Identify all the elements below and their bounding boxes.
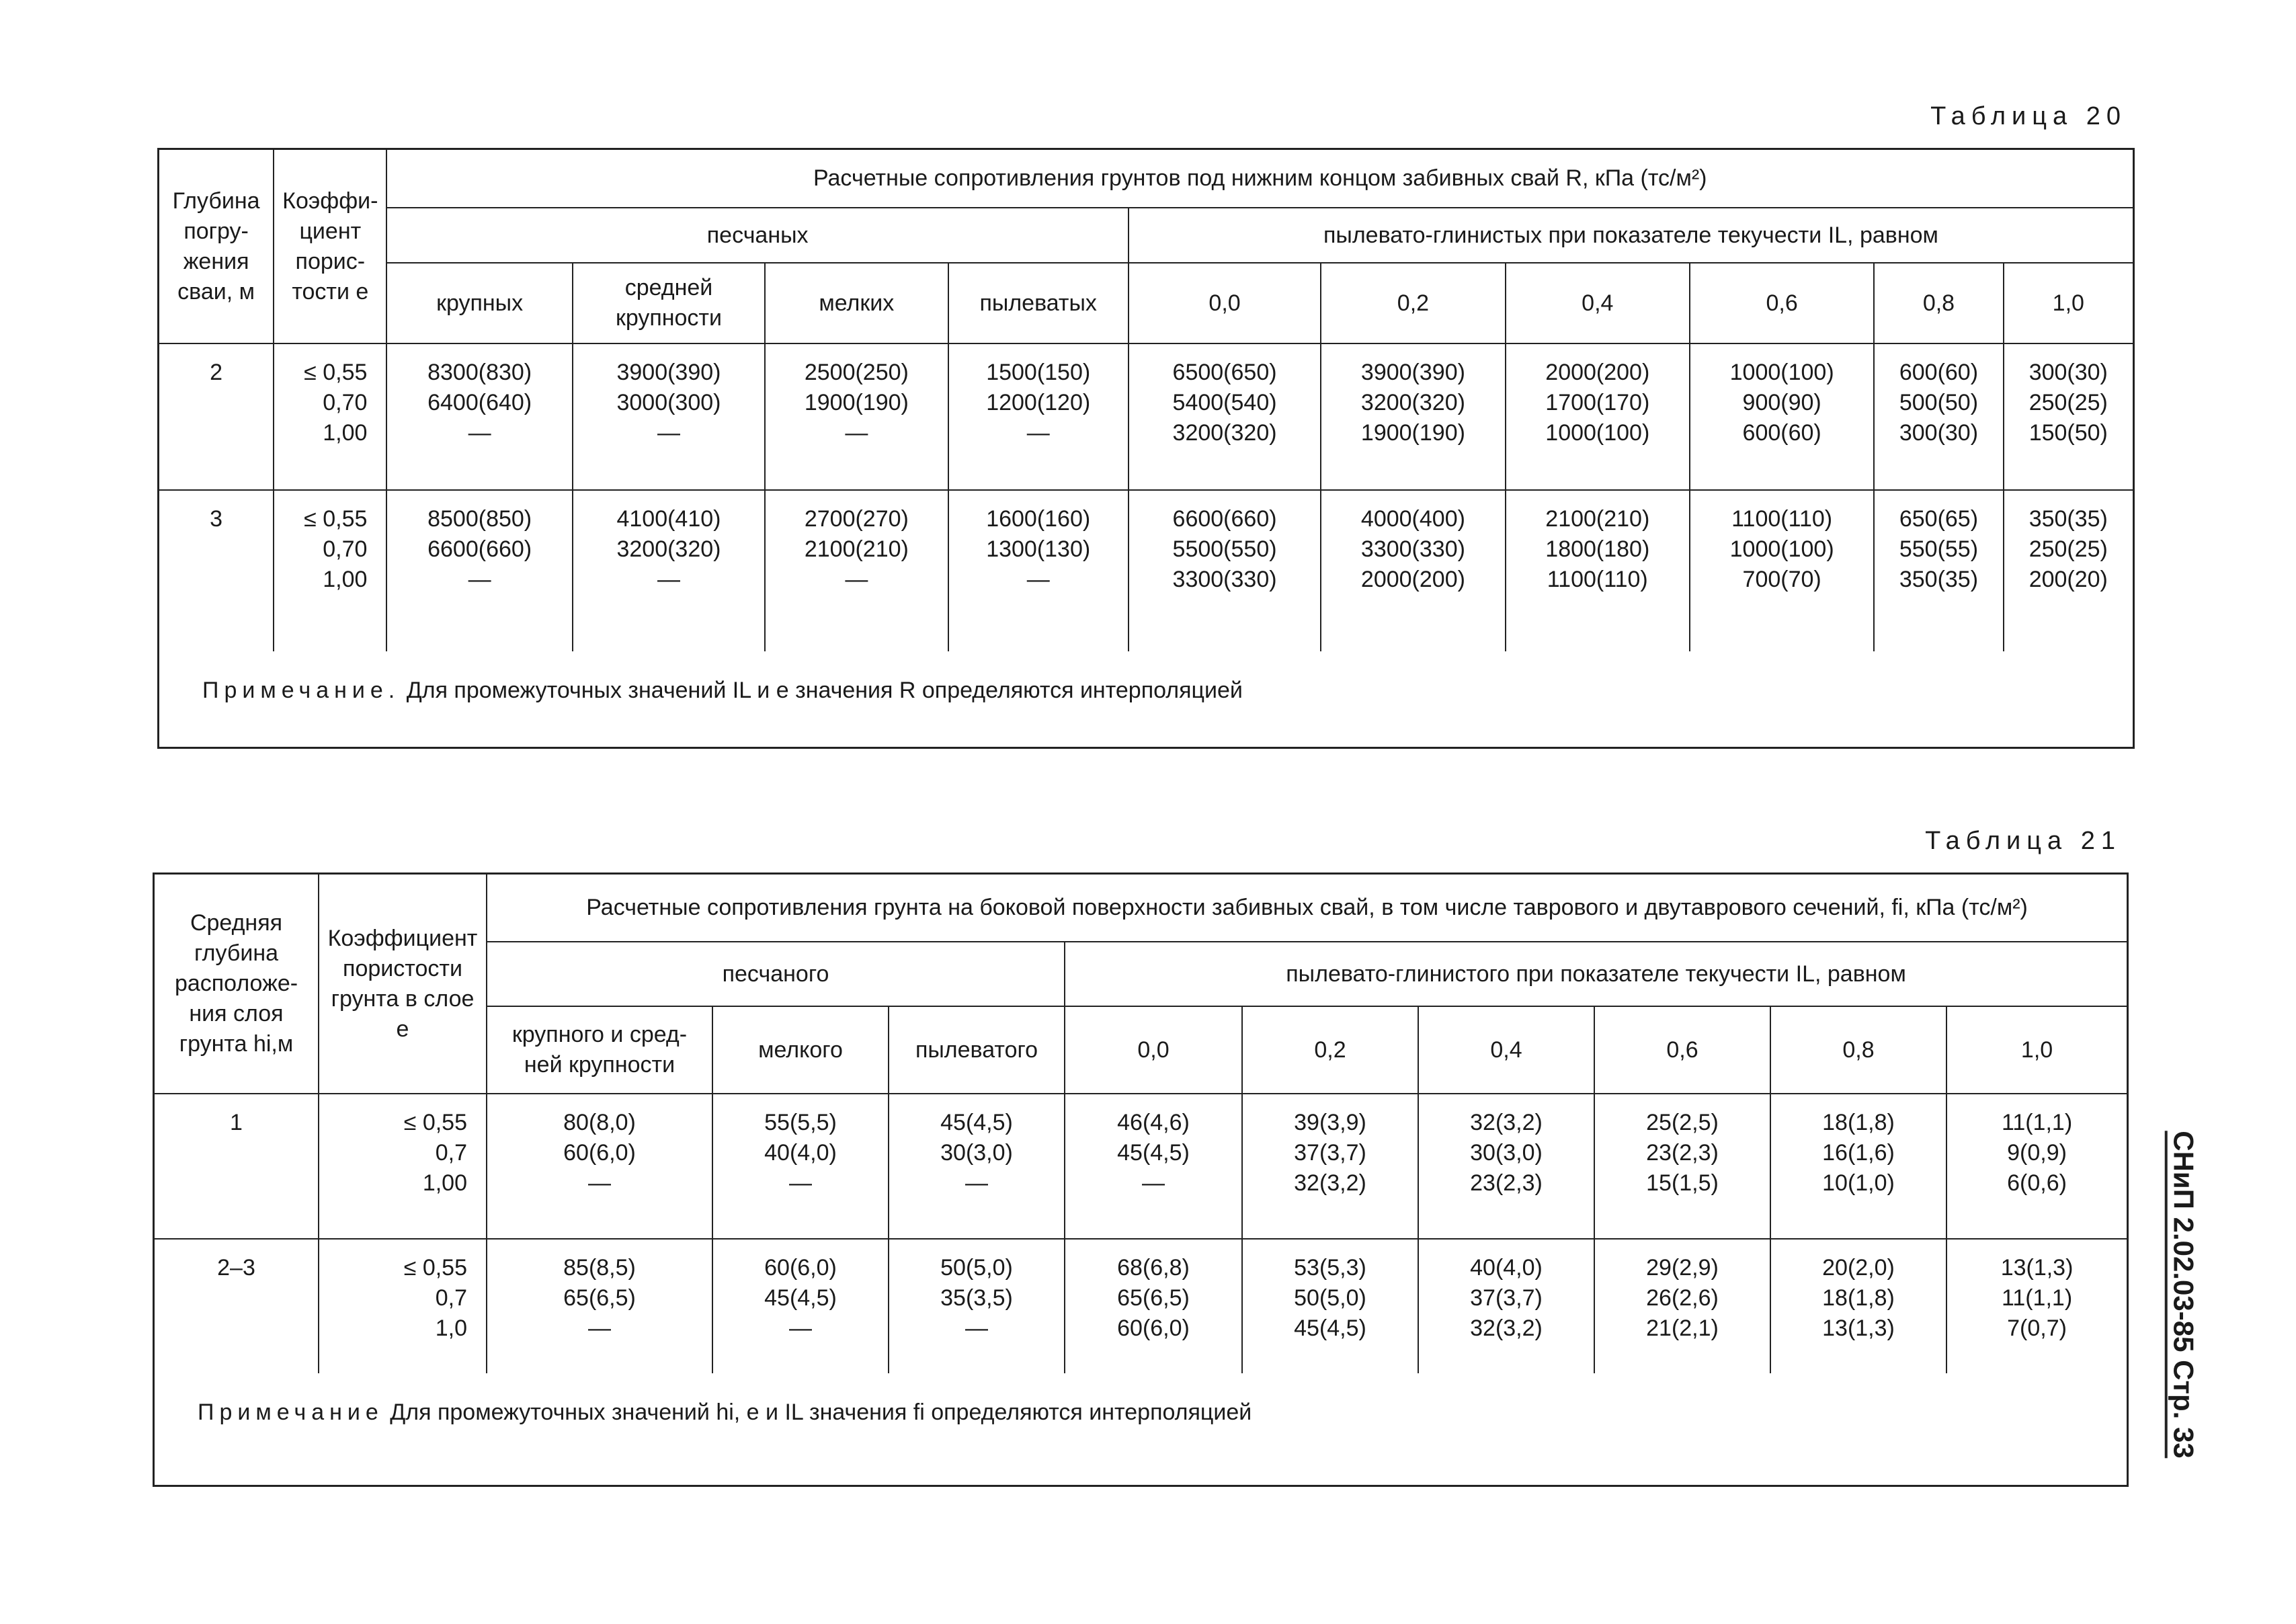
table20-col-depth-header: Глубина погру- жения сваи, м [159, 150, 274, 343]
t20-porosity-cell: ≤ 0,55 0,70 1,00 [274, 490, 386, 651]
t21-porosity-cell: ≤ 0,55 0,7 1,00 [319, 1094, 487, 1239]
t20-porosity-cell: ≤ 0,55 0,70 1,00 [274, 343, 386, 490]
t20-value-cell: 350(35) 250(25) 200(20) [2004, 490, 2133, 651]
t20-subcolumn-header: 0,0 [1129, 263, 1321, 343]
t20-value-cell: 2500(250) 1900(190) — [765, 343, 948, 490]
t20-value-cell: 6600(660) 5500(550) 3300(330) [1129, 490, 1321, 651]
table20-note-label: Примечание. [202, 678, 401, 703]
t21-depth-cell: 1 [155, 1094, 319, 1239]
t21-subcolumn-header: 0,4 [1418, 1006, 1594, 1094]
t21-value-cell: 20(2,0) 18(1,8) 13(1,3) [1770, 1239, 1946, 1373]
t20-value-cell: 2000(200) 1700(170) 1000(100) [1506, 343, 1690, 490]
table20-group-sand: песчаных [386, 208, 1128, 263]
t21-value-cell: 46(4,6) 45(4,5) — [1065, 1094, 1242, 1239]
t20-subcolumn-header: 1,0 [2004, 263, 2133, 343]
t21-value-cell: 60(6,0) 45(4,5) — [712, 1239, 889, 1373]
table21 [153, 872, 2129, 1487]
t21-subcolumn-header: пылеватого [889, 1006, 1065, 1094]
t21-subcolumn-header: 0,2 [1242, 1006, 1418, 1094]
t21-value-cell: 55(5,5) 40(4,0) — [712, 1094, 889, 1239]
table21-col-porosity-header: Коэффициент пористости грунта в слое e [319, 875, 487, 1094]
table21-main-header: Расчетные сопротивления грунта на боковой поверхности забивных свай, в том числе таврового и двутаврового сечений, fi, кПа (тс/м²) [487, 875, 2127, 942]
t21-value-cell: 13(1,3) 11(1,1) 7(0,7) [1946, 1239, 2127, 1373]
t20-subcolumn-header: 0,4 [1506, 263, 1690, 343]
t21-value-cell: 45(4,5) 30(3,0) — [889, 1094, 1065, 1239]
table21-col-depth-header: Средняя глубина расположе- ния слоя грунта hi,м [155, 875, 319, 1094]
t20-value-cell: 3900(390) 3000(300) — [573, 343, 765, 490]
table20 [157, 148, 2135, 749]
t20-value-cell: 1500(150) 1200(120) — [948, 343, 1129, 490]
t21-value-cell: 85(8,5) 65(6,5) — [487, 1239, 712, 1373]
t21-subcolumn-header: крупного и сред- ней крупности [487, 1006, 712, 1094]
t21-value-cell: 29(2,9) 26(2,6) 21(2,1) [1594, 1239, 1770, 1373]
table21-caption: Таблица 21 [1925, 827, 2121, 855]
t21-value-cell: 68(6,8) 65(6,5) 60(6,0) [1065, 1239, 1242, 1373]
t21-value-cell: 32(3,2) 30(3,0) 23(2,3) [1418, 1094, 1594, 1239]
t20-value-cell: 3900(390) 3200(320) 1900(190) [1321, 343, 1505, 490]
table20-caption: Таблица 20 [1930, 102, 2127, 130]
t20-value-cell: 2100(210) 1800(180) 1100(110) [1506, 490, 1690, 651]
t20-subcolumn-header: 0,8 [1874, 263, 2003, 343]
t20-value-cell: 1600(160) 1300(130) — [948, 490, 1129, 651]
t20-value-cell: 6500(650) 5400(540) 3200(320) [1129, 343, 1321, 490]
t21-subcolumn-header: 0,8 [1770, 1006, 1946, 1094]
table20-note [159, 651, 2133, 710]
t20-subcolumn-header: крупных [386, 263, 572, 343]
t21-value-cell: 25(2,5) 23(2,3) 15(1,5) [1594, 1094, 1770, 1239]
t21-porosity-cell: ≤ 0,55 0,7 1,0 [319, 1239, 487, 1373]
t20-subcolumn-header: средней крупности [573, 263, 765, 343]
table21-group-clay: пылевато-глинистого при показателе текучести IL, равном [1065, 942, 2127, 1006]
t20-value-cell: 4000(400) 3300(330) 2000(200) [1321, 490, 1505, 651]
t20-subcolumn-header: 0,6 [1690, 263, 1874, 343]
t20-value-cell: 8500(850) 6600(660) — [386, 490, 572, 651]
t21-subcolumn-header: 1,0 [1946, 1006, 2127, 1094]
t20-subcolumn-header: мелких [765, 263, 948, 343]
t21-value-cell: 53(5,3) 50(5,0) 45(4,5) [1242, 1239, 1418, 1373]
t21-subcolumn-header: 0,6 [1594, 1006, 1770, 1094]
t20-value-cell: 4100(410) 3200(320) — [573, 490, 765, 651]
t21-value-cell: 80(8,0) 60(6,0) — [487, 1094, 712, 1239]
table20-group-clay: пылевато-глинистых при показателе текучести IL, равном [1129, 208, 2133, 263]
t20-depth-cell: 2 [159, 343, 274, 490]
t21-value-cell: 39(3,9) 37(3,7) 32(3,2) [1242, 1094, 1418, 1239]
table20-main-header: Расчетные сопротивления грунтов под нижним концом забивных свай R, кПа (тс/м²) [386, 150, 2133, 208]
table21-group-sand: песчаного [487, 942, 1065, 1006]
t20-depth-cell: 3 [159, 490, 274, 651]
side-running-header [2166, 1106, 2199, 1483]
t21-value-cell: 50(5,0) 35(3,5) — [889, 1239, 1065, 1373]
table-row [155, 1094, 2127, 1239]
t20-value-cell: 1000(100) 900(90) 600(60) [1690, 343, 1874, 490]
table21-note-text: Для промежуточных значений hi, e и IL значения fi определяются интерполяцией [390, 1399, 1252, 1425]
table-row [159, 490, 2133, 651]
t20-value-cell: 2700(270) 2100(210) — [765, 490, 948, 651]
t20-value-cell: 650(65) 550(55) 350(35) [1874, 490, 2003, 651]
table-row [159, 343, 2133, 490]
table21-note [155, 1373, 2127, 1432]
t20-value-cell: 1100(110) 1000(100) 700(70) [1690, 490, 1874, 651]
t21-subcolumn-header: мелкого [712, 1006, 889, 1094]
t21-depth-cell: 2–3 [155, 1239, 319, 1373]
t20-value-cell: 300(30) 250(25) 150(50) [2004, 343, 2133, 490]
t21-subcolumn-header: 0,0 [1065, 1006, 1242, 1094]
table21-note-label: Примечание [198, 1399, 384, 1425]
t21-value-cell: 18(1,8) 16(1,6) 10(1,0) [1770, 1094, 1946, 1239]
t20-subcolumn-header: 0,2 [1321, 263, 1505, 343]
table-row [155, 1239, 2127, 1373]
side-header-text: СНиП 2.02.03-85 Стр. 33 [2165, 1131, 2200, 1458]
table20-col-porosity-header: Коэффи- циент порис- тости e [274, 150, 386, 343]
t21-value-cell: 40(4,0) 37(3,7) 32(3,2) [1418, 1239, 1594, 1373]
t20-subcolumn-header: пылеватых [948, 263, 1129, 343]
t20-value-cell: 8300(830) 6400(640) — [386, 343, 572, 490]
table20-note-text: Для промежуточных значений IL и e значения R определяются интерполяцией [406, 678, 1243, 703]
t20-value-cell: 600(60) 500(50) 300(30) [1874, 343, 2003, 490]
t21-value-cell: 11(1,1) 9(0,9) 6(0,6) [1946, 1094, 2127, 1239]
